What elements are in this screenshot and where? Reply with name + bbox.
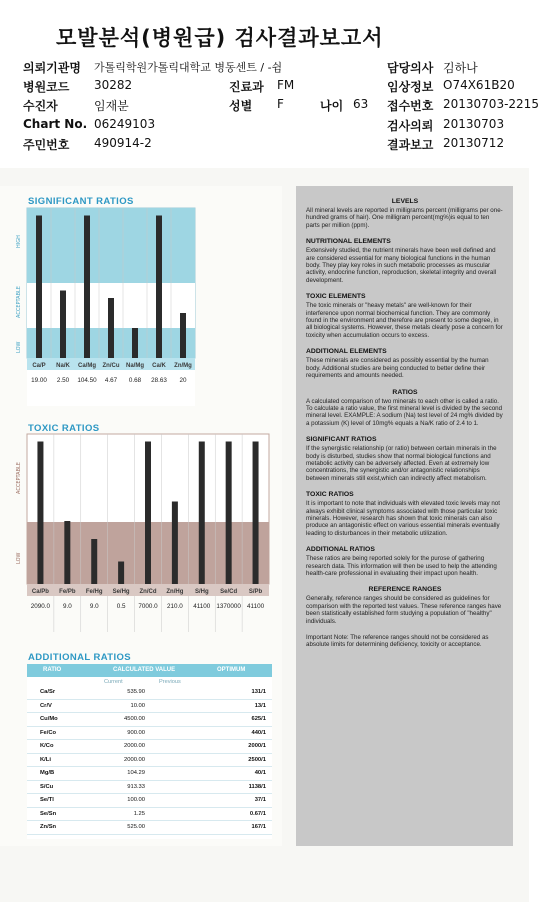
label-sex: 성별 — [229, 99, 253, 113]
ratio-value: 0.5 — [116, 603, 126, 610]
ratio-label: Ca/P — [32, 363, 46, 369]
explanation-body: Important Note: The reference ranges should not be considered as absolute limits for determining deficiency, toxicity or acceptance. — [306, 634, 489, 649]
table-row — [27, 740, 272, 754]
ratio-label: Ca/Pb — [31, 589, 49, 595]
value-age: 63 — [353, 97, 369, 111]
sig-zone-high: HIGH — [16, 235, 22, 248]
ratio-label: S/Pb — [248, 589, 263, 595]
current-cell: 913.33 — [127, 783, 145, 790]
table-row — [27, 808, 272, 822]
additional-ratios-heading: ADDITIONAL RATIOS — [28, 652, 132, 663]
chart-bar — [64, 521, 70, 584]
explanation-section — [306, 238, 504, 284]
value-sex: F — [277, 97, 284, 111]
chart-bar — [60, 291, 66, 359]
explanation-body: It is important to note that individuals with elevated toxic levels may not always exhibit clinical symptoms associated with those particular toxic minerals. However, research has shown that toxic minerals can also produce an antagonistic effect on various essential minerals eventually leading to disturbances in their metabolic utilization. — [306, 500, 500, 537]
ratio-label: Zn/Cu — [102, 363, 120, 369]
ratio-value: 2090.0 — [30, 603, 51, 610]
explanation-body: All mineral levels are reported in milligrams percent (milligrams per one-hundred grams of hair). One milligram percent(mg%)is equal to ten parts per million (ppm). — [306, 207, 503, 229]
current-cell: 1.25 — [133, 810, 145, 817]
ratio-label: Ca/K — [152, 363, 166, 369]
value-receipt-no: 20130703-2215 — [443, 97, 539, 111]
ratio-value: 20 — [179, 377, 187, 384]
ratio-value: 19.00 — [31, 377, 47, 384]
ratio-value: 9.0 — [89, 603, 99, 610]
tox-zone-low: LOW — [16, 552, 22, 564]
table-row — [27, 794, 272, 808]
label-request-date: 검사의뢰 — [387, 119, 434, 133]
optimum-cell: 0.67/1 — [249, 810, 266, 817]
optimum-cell: 440/1 — [251, 729, 266, 736]
table-row — [27, 767, 272, 781]
label-institution: 의뢰기관명 — [23, 61, 81, 75]
significant-ratios-heading: SIGNIFICANT RATIOS — [28, 196, 134, 207]
ratio-value: 210.0 — [167, 603, 183, 610]
current-cell: 535.90 — [127, 689, 145, 695]
ratio-label: Zn/Hg — [166, 589, 184, 595]
report-title: 모발분석(병원급) 검사결과보고서 — [56, 26, 384, 50]
chart-bar — [118, 562, 124, 585]
optimum-cell: 1138/1 — [248, 783, 266, 790]
col-ratio-header: RATIO — [43, 667, 62, 673]
ratio-cell: Ca/Sr — [40, 689, 56, 695]
toxic-ratios-chart — [0, 434, 282, 624]
table-row — [27, 700, 272, 714]
value-department: FM — [277, 78, 295, 92]
sig-zone-acceptable: ACCEPTABLE — [16, 286, 22, 318]
value-patient: 임재분 — [94, 99, 129, 113]
explanation-section — [306, 198, 504, 229]
value-id-number: 490914-2 — [94, 136, 152, 150]
ratio-label: Ca/Mg — [78, 363, 96, 369]
ratio-cell: S/Cu — [40, 783, 54, 790]
ratio-cell: Se/Sn — [40, 810, 57, 817]
explanation-section — [306, 436, 504, 482]
optimum-cell: 13/1 — [254, 702, 266, 709]
ratio-cell: Zn/Sn — [40, 824, 57, 830]
optimum-cell: 625/1 — [251, 716, 266, 722]
ratio-label: Na/K — [56, 363, 70, 369]
value-doctor: 김하나 — [443, 61, 478, 75]
explanation-body: Extensively studied, the nutrient minerals have been well defined and are considered essential for many biological functions in the human body. They play key roles in such metabolic processes as muscular activity, endocrine function, reproduction, skeletal integrity and overall development. — [306, 247, 497, 284]
ratio-value: 28.63 — [151, 377, 167, 384]
significant-ratios-chart — [0, 208, 282, 413]
col-calc-header: CALCULATED VALUE — [113, 667, 176, 673]
additional-ratios-table — [27, 664, 272, 839]
chart-bar — [199, 442, 205, 585]
label-report-date: 결과보고 — [387, 138, 434, 152]
table-row — [27, 713, 272, 727]
explanation-heading: REFERENCE RANGES — [368, 586, 442, 594]
label-chart-no: Chart No. — [23, 117, 88, 131]
chart-bar — [180, 313, 186, 358]
value-hospital-code: 30282 — [94, 78, 133, 92]
ratio-cell: Fe/Co — [40, 729, 57, 736]
ratio-cell: K/Co — [40, 743, 54, 749]
label-clinical-info: 임상정보 — [387, 80, 434, 94]
explanation-heading: TOXIC RATIOS — [306, 491, 354, 499]
ratio-cell: Se/Tl — [40, 797, 54, 803]
toxic-ratios-heading: TOXIC RATIOS — [28, 423, 100, 434]
explanation-heading: ADDITIONAL RATIOS — [306, 546, 375, 554]
chart-bar — [36, 216, 42, 359]
sig-zone-low: LOW — [16, 341, 22, 353]
explanation-heading: ADDITIONAL ELEMENTS — [306, 348, 387, 356]
optimum-cell: 2000/1 — [248, 743, 266, 749]
explanation-body: These ratios are being reported solely for the purose of gathering research data. This information will then be used to help the attending health-care professional in evaluating their impact upon health. — [306, 555, 497, 577]
explanation-section — [306, 586, 504, 625]
explanation-body: The toxic minerals or "heavy metals" are well-known for their interference upon normal biochemical function. They are commonly found in the environment and therefore are present to some degree, in all biological systems. However, these metals clearly pose a concern for toxicity when accumulation occurs to excess. — [306, 302, 503, 339]
current-cell: 900.00 — [127, 729, 145, 736]
current-cell: 2000.00 — [124, 756, 145, 763]
ratio-cell: Mg/B — [40, 770, 55, 776]
ratio-label: Na/Mg — [126, 363, 144, 369]
optimum-cell: 40/1 — [254, 770, 266, 776]
optimum-cell: 37/1 — [254, 797, 266, 803]
explanation-panel — [296, 186, 513, 846]
ratio-value: 7000.0 — [138, 603, 158, 610]
explanation-section — [306, 634, 504, 649]
current-cell: 104.29 — [127, 770, 145, 776]
label-patient: 수진자 — [23, 99, 58, 113]
value-report-date: 20130712 — [443, 136, 505, 150]
chart-bar — [37, 442, 43, 585]
ratio-value: 104.50 — [77, 377, 97, 384]
chart-bar — [156, 216, 162, 359]
label-hospital-code: 병원코드 — [23, 80, 70, 94]
chart-bar — [132, 328, 138, 358]
chart-bar — [172, 502, 178, 585]
explanation-heading: SIGNIFICANT RATIOS — [306, 436, 377, 444]
table-row — [27, 686, 272, 700]
value-clinical-info: O74X61B20 — [443, 78, 515, 92]
table-row — [27, 781, 272, 795]
ratio-value: 2.50 — [56, 377, 70, 384]
current-cell: 100.00 — [127, 797, 145, 803]
explanation-body: These minerals are considered as possibly essential by the human body. Additional studies are being conducted to better define their requirements and amounts needed. — [306, 357, 489, 380]
ratio-value: 1370000 — [216, 603, 241, 610]
explanation-body: Generally, reference ranges should be considered as guidelines for comparison with the reported test values. These reference ranges have been statistically established form studying a population of "healthy" individuals. — [306, 595, 502, 625]
table-row — [27, 727, 272, 741]
chart-bar — [108, 298, 114, 358]
value-request-date: 20130703 — [443, 117, 505, 131]
label-doctor: 담당의사 — [387, 61, 434, 75]
current-cell: 525.00 — [127, 824, 145, 830]
value-chart-no: 06249103 — [94, 117, 156, 131]
table-row — [27, 754, 272, 768]
col-optimum-header: OPTIMUM — [217, 667, 246, 673]
optimum-cell: 167/1 — [251, 824, 266, 830]
label-age: 나이 — [320, 99, 344, 113]
label-department: 진료과 — [229, 80, 264, 94]
ratio-label: Se/Hg — [112, 589, 130, 595]
ratio-cell: K/Li — [40, 756, 51, 763]
table-row — [27, 821, 272, 835]
current-cell: 10.00 — [130, 702, 145, 709]
label-id-number: 주민번호 — [23, 138, 70, 152]
tox-zone-acceptable: ACCEPTABLE — [16, 462, 22, 494]
explanation-section — [306, 389, 504, 428]
value-institution: 가톨릭학원가톨릭대학교 병동센트 / -쉼 — [94, 61, 283, 74]
chart-bar — [253, 442, 259, 585]
optimum-cell: 131/1 — [251, 689, 266, 695]
optimum-cell: 2500/1 — [248, 756, 266, 763]
explanation-heading: RATIOS — [392, 388, 418, 396]
chart-bar — [226, 442, 232, 585]
ratios-panel — [0, 186, 282, 846]
explanation-section — [306, 491, 504, 537]
ratio-value: 4.67 — [104, 377, 118, 384]
ratio-value: 0.68 — [128, 377, 142, 384]
explanation-body: A calculated comparison of two minerals to each other is called a ratio. To calculate a ratio value, the first mineral level is divided by the second mineral level. EXAMPLE: A sodium (Na) test level of 24 mg% divided by a potassium (K) level of 10mg% equals a Na/K ratio of 2.4 to 1. — [306, 397, 503, 427]
explanation-section — [306, 293, 504, 339]
explanation-heading: TOXIC ELEMENTS — [306, 293, 366, 301]
ratio-value: 41100 — [247, 603, 265, 610]
current-cell: 4500.00 — [124, 716, 145, 722]
report-header — [0, 0, 539, 162]
ratio-label: Fe/Pb — [59, 589, 76, 595]
chart-bar — [145, 442, 151, 585]
label-receipt-no: 접수번호 — [387, 99, 434, 113]
chart-bar — [84, 216, 90, 359]
ratio-value: 9.0 — [62, 603, 72, 610]
ratio-value: 41100 — [193, 603, 211, 610]
ratio-cell: Cu/Mo — [40, 716, 58, 722]
current-cell: 2000.00 — [124, 743, 145, 749]
ratio-label: Se/Cd — [220, 589, 238, 595]
explanation-body: If the synergistic relationship (or ratio) between certain minerals in the body is disturbed, studies show that normal biological functions and metabolic activity can be adversely affected. Even at extremely low concentrations, the synergistic and/or antagonistic relationships between minerals still exist,which can indirectly affect metabolism. — [306, 445, 497, 482]
ratio-label: Fe/Hg — [85, 589, 103, 595]
ratio-label: S/Hg — [194, 589, 209, 595]
chart-bar — [91, 539, 97, 584]
ratio-label: Zn/Mg — [174, 363, 192, 369]
sub-previous: Previous — [159, 679, 181, 685]
explanation-section — [306, 348, 504, 379]
explanation-heading: LEVELS — [391, 198, 419, 205]
explanation-section — [306, 546, 504, 577]
explanation-heading: NUTRITIONAL ELEMENTS — [306, 238, 391, 246]
ratio-label: Zn/Cd — [139, 589, 157, 595]
ratio-cell: Cr/V — [40, 702, 52, 709]
sub-current: Current — [104, 679, 123, 685]
